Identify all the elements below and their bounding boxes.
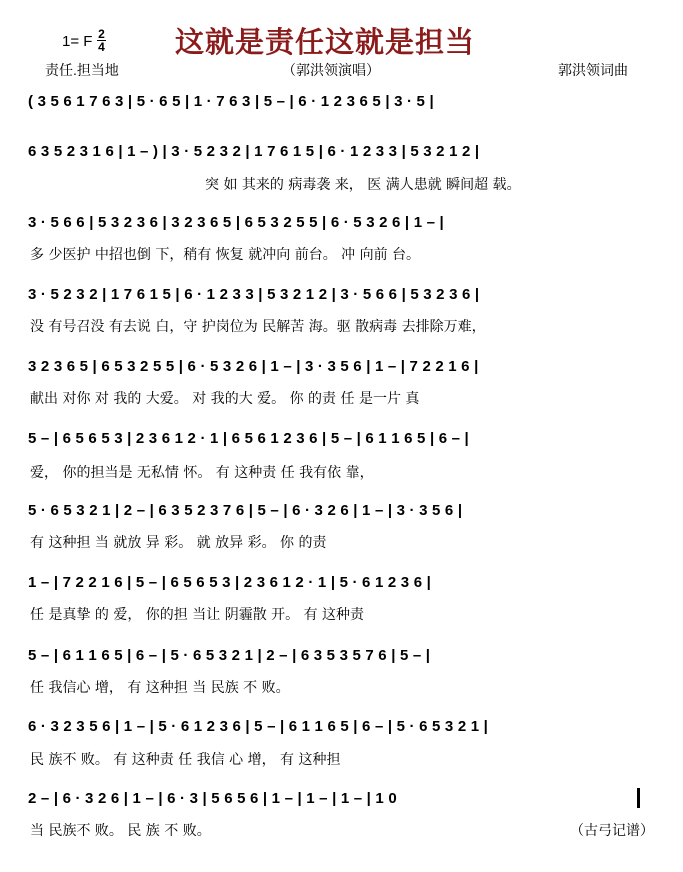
lyric-line: 任 我信心 增， 有 这种担 当 民族 不 败。 [30, 680, 290, 696]
song-title: 这就是责任这就是担当 [175, 25, 476, 59]
score-line: 3 2 3 6 5 | 6 5 3 2 5 5 | 6 · 5 3 2 6 | 1 – | 3 · 3 5 6 | 1 – | 7 2 2 1 6 | [28, 358, 479, 375]
score-line: 5 – | 6 1 1 6 5 | 6 – | 5 · 6 5 3 2 1 | 2 – | 6 3 5 3 5 7 6 | 5 – | [28, 647, 431, 664]
composer-credit: 郭洪领词曲 [558, 62, 628, 78]
score-line: ( 3 5 6 1 7 6 3 | 5 · 6 5 | 1 · 7 6 3 | 5 – | 6 · 1 2 3 6 5 | 3 · 5 | [28, 93, 434, 110]
performer-credit: （郭洪领演唱） [282, 62, 380, 78]
lyric-line: 任 是真挚 的 爱， 你的担 当让 阴霾散 开。 有 这种责 [30, 607, 365, 623]
time-signature-bottom: 4 [98, 40, 105, 54]
lyric-line: 突 如 其来的 病毒袭 来， 医 满人患就 瞬间超 载。 [205, 177, 521, 193]
transcriber-credit: （古弓记谱） [570, 823, 654, 839]
lyric-line: 有 这种担 当 就放 异 彩。 就 放异 彩。 你 的责 [30, 535, 327, 551]
score-line: 3 · 5 6 6 | 5 3 2 3 6 | 3 2 3 6 5 | 6 5 3 2 5 5 | 6 · 5 3 2 6 | 1 – | [28, 214, 444, 231]
lyric-line: 没 有号召没 有去说 白，守 护岗位为 民解苦 海。驱 散病毒 去排除万难， [30, 319, 486, 335]
score-line: 6 3 5 2 3 1 6 | 1 – ) | 3 · 5 2 3 2 | 1 7 6 1 5 | 6 · 1 2 3 3 | 5 3 2 1 2 | [28, 143, 480, 160]
score-line: 5 – | 6 5 6 5 3 | 2 3 6 1 2 · 1 | 6 5 6 1 2 3 6 | 5 – | 6 1 1 6 5 | 6 – | [28, 430, 469, 447]
key-signature: 1= F [62, 33, 93, 50]
time-signature [97, 28, 106, 53]
final-barline [637, 788, 640, 808]
score-line: 5 · 6 5 3 2 1 | 2 – | 6 3 5 2 3 7 6 | 5 – | 6 · 3 2 6 | 1 – | 3 · 3 5 6 | [28, 502, 463, 519]
lyric-line: 多 少医护 中招也倒 下，稍有 恢复 就冲向 前台。 冲 向前 台。 [30, 247, 421, 263]
lyric-line: 当 民族不 败。 民 族 不 败。 [30, 823, 211, 839]
score-line: 3 · 5 2 3 2 | 1 7 6 1 5 | 6 · 1 2 3 3 | 5 3 2 1 2 | 3 · 5 6 6 | 5 3 2 3 6 | [28, 286, 480, 303]
lyric-line: 爱， 你的担当是 无私情 怀。 有 这种责 任 我有依 靠， [30, 465, 374, 481]
time-signature-top: 2 [98, 27, 105, 41]
score-line: 6 · 3 2 3 5 6 | 1 – | 5 · 6 1 2 3 6 | 5 – | 6 1 1 6 5 | 6 – | 5 · 6 5 3 2 1 | [28, 718, 489, 735]
score-line: 1 – | 7 2 2 1 6 | 5 – | 6 5 6 5 3 | 2 3 6 1 2 · 1 | 5 · 6 1 2 3 6 | [28, 574, 431, 591]
lyric-line: 献出 对你 对 我的 大爱。 对 我的大 爱。 你 的责 任 是一片 真 [30, 391, 420, 407]
score-line: 2 – | 6 · 3 2 6 | 1 – | 6 · 3 | 5 6 5 6 | 1 – | 1 – | 1 – | 1 0 [28, 790, 397, 807]
lyric-line: 民 族不 败。 有 这种责 任 我信 心 增， 有 这种担 [30, 752, 341, 768]
expression-marking: 责任.担当地 [45, 62, 119, 78]
